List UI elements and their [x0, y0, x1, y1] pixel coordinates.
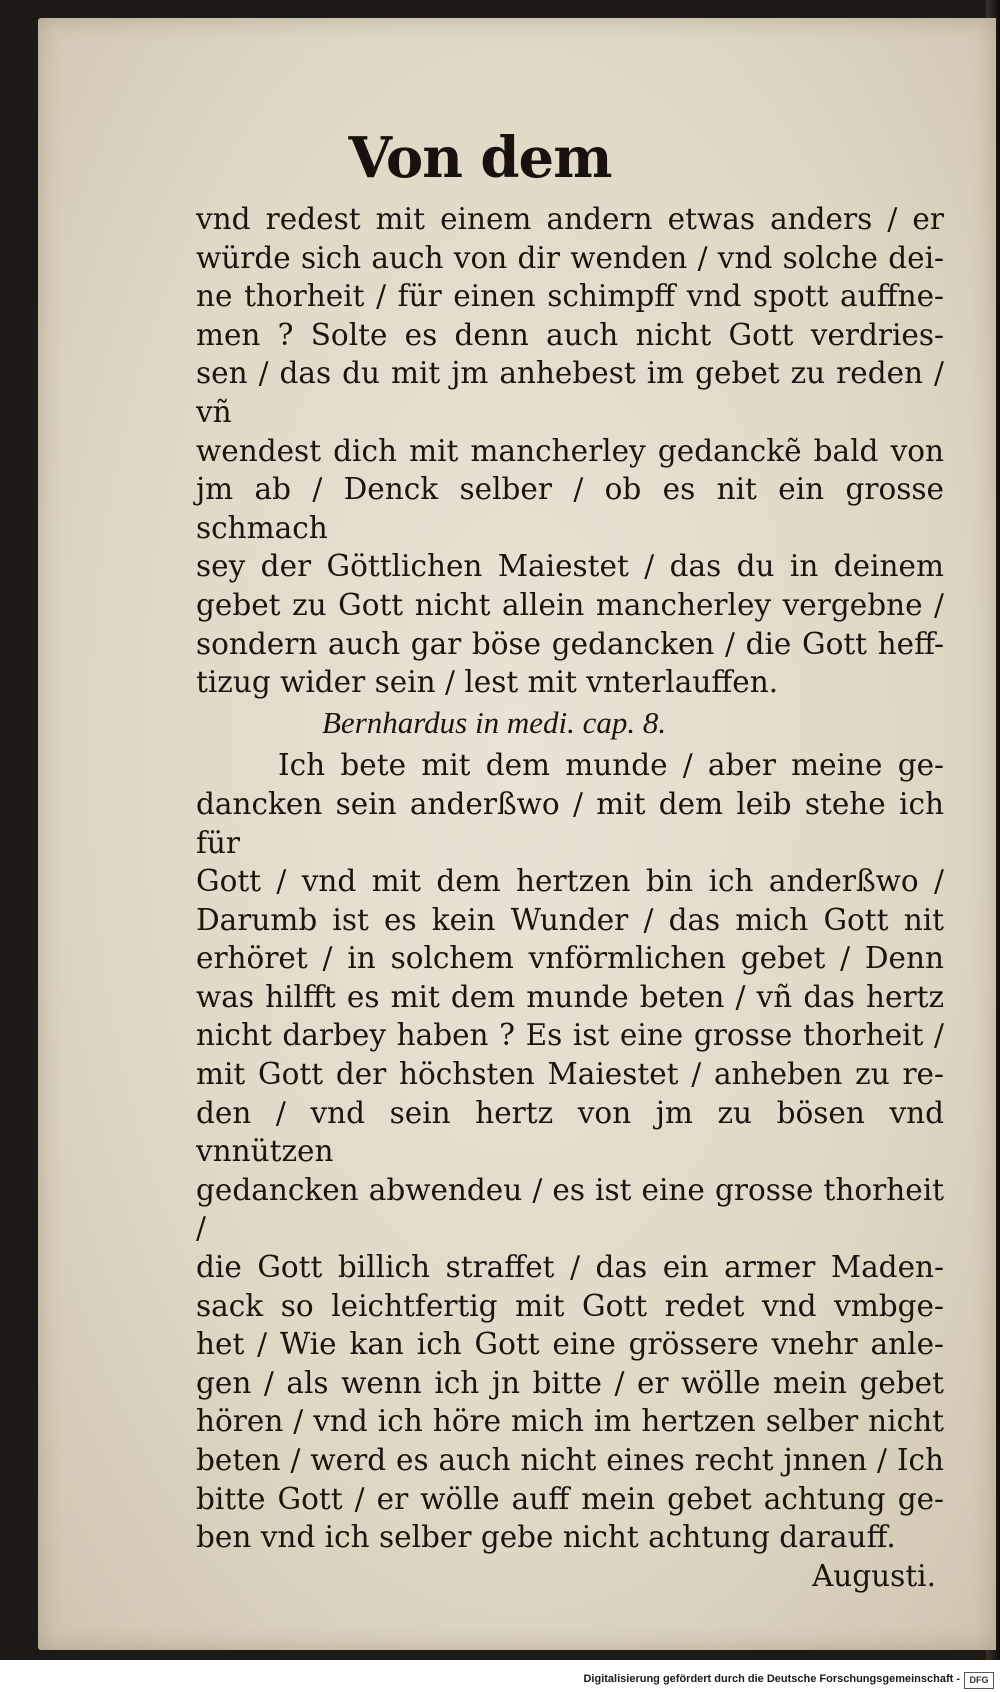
- text-line: die Gott billich straffet / das ein armer Maden-: [196, 1250, 944, 1285]
- text-line: gebet zu Gott nicht allein mancherley vergebne /: [196, 587, 944, 622]
- text-line: gen / als wenn ich jn bitte / er wölle mein gebet: [196, 1365, 944, 1400]
- text-line: würde sich auch von dir wenden / vnd solche dei-: [196, 240, 944, 275]
- text-line: sen / das du mit jm anhebest im gebet zu reden / vñ: [196, 356, 944, 429]
- text-line: dancken sein anderßwo / mit dem leib stehe ich für: [196, 786, 944, 860]
- text-line: ben vnd ich selber gebe nicht achtung darauff.: [196, 1520, 896, 1555]
- text-line: sack so leichtfertig mit Gott redet vnd vmbge-: [196, 1288, 944, 1323]
- text-line: sey der Göttlichen Maiestet / das du in deinem: [196, 549, 944, 584]
- text-line: gedancken abwendeu / es ist eine grosse thorheit /: [196, 1172, 944, 1246]
- text-line: sondern auch gar böse gedancken / die Gott heff-: [196, 626, 944, 661]
- text-line: het / Wie kan ich Gott eine grössere vnehr anle-: [196, 1327, 944, 1362]
- text-line: den / vnd sein hertz von jm zu bösen vnd vnnützen: [196, 1095, 944, 1169]
- running-head: Von dem: [348, 125, 612, 191]
- text-line: ne thorheit / für einen schimpff vnd spott auffne-: [196, 279, 944, 314]
- text-line: men ? Solte es denn auch nicht Gott verdries-: [196, 317, 944, 352]
- text-line: vnd redest mit einem andern etwas anders / er: [196, 202, 944, 236]
- text-line: Darumb ist es kein Wunder / das mich Gott nit: [196, 902, 944, 937]
- text-line: erhöret / in solchem vnförmlichen gebet / Denn: [196, 941, 944, 976]
- page-text: [196, 200, 944, 1595]
- text-line: jm ab / Denck selber / ob es nit ein grosse schmach: [196, 472, 944, 545]
- digitization-footer: [0, 1670, 1000, 1692]
- text-line: nicht darbey haben ? Es ist eine grosse thorheit /: [196, 1018, 944, 1053]
- text-line: mit Gott der höchsten Maiestet / anheben zu re-: [196, 1057, 944, 1092]
- text-line: hören / vnd ich höre mich im hertzen selber nicht: [196, 1404, 944, 1439]
- catchword: Augusti.: [812, 1558, 936, 1593]
- text-line: beten / werd es auch nicht eines recht jnnen / Ich: [196, 1443, 944, 1477]
- text-line: bitte Gott / er wölle auff mein gebet achtung ge-: [196, 1481, 944, 1516]
- dfg-logo-icon: DFG: [964, 1672, 994, 1689]
- text-line: wendest dich mit mancherley gedanckẽ bald von: [196, 433, 944, 468]
- text-line: Gott / vnd mit dem hertzen bin ich anderßwo /: [196, 864, 944, 899]
- text-line: was hilfft es mit dem munde beten / vñ das hertz: [196, 979, 944, 1014]
- source-reference: Bernhardus in medi. cap. 8.: [322, 704, 667, 740]
- text-line: Ich bete mit dem munde / aber meine ge-: [278, 748, 944, 783]
- footer-credit: Digitalisierung gefördert durch die Deutsche Forschungsgemeinschaft -: [583, 1673, 960, 1685]
- text-line: tizug wider sein / lest mit vnterlauffen.: [196, 665, 779, 700]
